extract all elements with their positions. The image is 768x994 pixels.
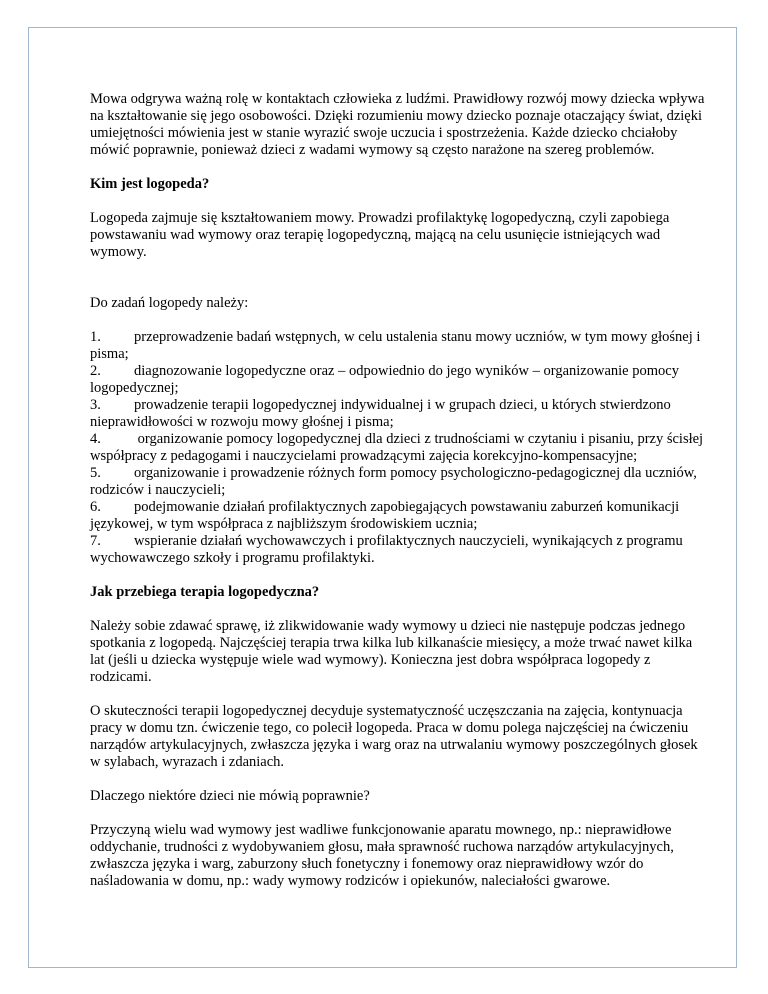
terapia-paragraph-1: Należy sobie zdawać sprawę, iż zlikwidowanie wady wymowy u dzieci nie następuje podczas jednego spotkania z logopedą. Najczęściej terapia trwa kilka lub kilkanaście miesięcy, a może trwać nawet kilka lat (jeśli u dziecka występuje wiele wad wymowy). Konieczna jest dobra współpraca logopedy z rodzicami. xyxy=(90,618,693,685)
task-text: podejmowanie działań profilaktycznych zapobiegających powstawaniu zaburzeń komunikacji językowej, w tym współpraca z najbliższym środowiskiem ucznia; xyxy=(90,499,680,532)
task-item-4 xyxy=(90,431,710,465)
terapia-paragraph-2: O skuteczności terapii logopedycznej decyduje systematyczność uczęszczania na zajęcia, kontynuacja pracy w domu tzn. ćwiczenie tego, co polecił logopeda. Praca w domu polega najczęściej na ćwiczeniu narządów artykulacyjnych, zwłaszcza języka i warg oraz na utrwalaniu wymowy poszczególnych głosek w sylabach, wyrazach i zdaniach. xyxy=(90,703,698,770)
tasks-intro: Do zadań logopedy należy: xyxy=(90,295,249,311)
document-page xyxy=(28,27,737,968)
task-item-2 xyxy=(90,363,710,397)
task-number: 7. xyxy=(90,533,101,549)
question-dlaczego: Dlaczego niektóre dzieci nie mówią poprawnie? xyxy=(90,788,370,804)
tasks-list xyxy=(90,329,710,567)
task-number: 3. xyxy=(90,397,101,413)
heading-kim-jest-logopeda: Kim jest logopeda? xyxy=(90,176,210,192)
task-text: wspieranie działań wychowawczych i profilaktycznych nauczycieli, wynikających z programu wychowawczego szkoły i programu profilaktyki. xyxy=(90,533,683,566)
task-number: 6. xyxy=(90,499,101,515)
logopeda-description: Logopeda zajmuje się kształtowaniem mowy. Prowadzi profilaktykę logopedyczną, czyli zapobiega powstawaniu wad wymowy oraz terapię logopedyczną, mającą na celu usunięcie istniejących wad wymowy. xyxy=(90,210,670,260)
intro-paragraph: Mowa odgrywa ważną rolę w kontaktach człowieka z ludźmi. Prawidłowy rozwój mowy dziecka wpływa na kształtowanie się jego osobowości. Dzięki rozumieniu mowy dziecko poznaje otaczający świat, dzięki umiejętności mówienia jest w stanie wyrazić swoje uczucia i spostrzeżenia. Każde dziecko chciałoby mówić poprawnie, ponieważ dzieci z wadami wymowy są często narażone na szereg problemów. xyxy=(90,91,705,158)
task-text: przeprowadzenie badań wstępnych, w celu ustalenia stanu mowy uczniów, w tym mowy głośnej i pisma; xyxy=(90,329,701,362)
task-text: organizowanie pomocy logopedycznej dla dzieci z trudnościami w czytaniu i pisaniu, przy ścisłej współpracy z pedagogami i nauczycielami prowadzącymi zajęcia korekcyjno-kompensacyjne; xyxy=(90,431,704,464)
przyczyny-paragraph: Przyczyną wielu wad wymowy jest wadliwe funkcjonowanie aparatu mownego, np.: nieprawidłowe oddychanie, trudności z wydobywaniem głosu, mała sprawność ruchowa narządów artykulacyjnych, zwłaszcza języka i warg, zaburzony słuch fonetyczny i fonemowy oraz nieprawidłowy wzór do naśladowania w domu, np.: wady wymowy rodziców i opiekunów, naleciałości gwarowe. xyxy=(90,822,674,889)
task-text: prowadzenie terapii logopedycznej indywidualnej i w grupach dzieci, u których stwierdzono nieprawidłowości w rozwoju mowy głośnej i pisma; xyxy=(90,397,671,430)
task-number: 1. xyxy=(90,329,101,345)
task-item-6 xyxy=(90,499,710,533)
task-text: organizowanie i prowadzenie różnych form pomocy psychologiczno-pedagogicznej dla uczniów, rodziców i nauczycieli; xyxy=(90,465,697,498)
heading-terapia: Jak przebiega terapia logopedyczna? xyxy=(90,584,320,600)
task-number: 5. xyxy=(90,465,101,481)
task-item-1 xyxy=(90,329,710,363)
task-item-3 xyxy=(90,397,710,431)
task-item-7 xyxy=(90,533,710,567)
document-content xyxy=(90,91,710,907)
task-number: 4. xyxy=(90,431,101,447)
task-text: diagnozowanie logopedyczne oraz – odpowiednio do jego wyników – organizowanie pomocy logopedycznej; xyxy=(90,363,679,396)
task-item-5 xyxy=(90,465,710,499)
task-number: 2. xyxy=(90,363,101,379)
